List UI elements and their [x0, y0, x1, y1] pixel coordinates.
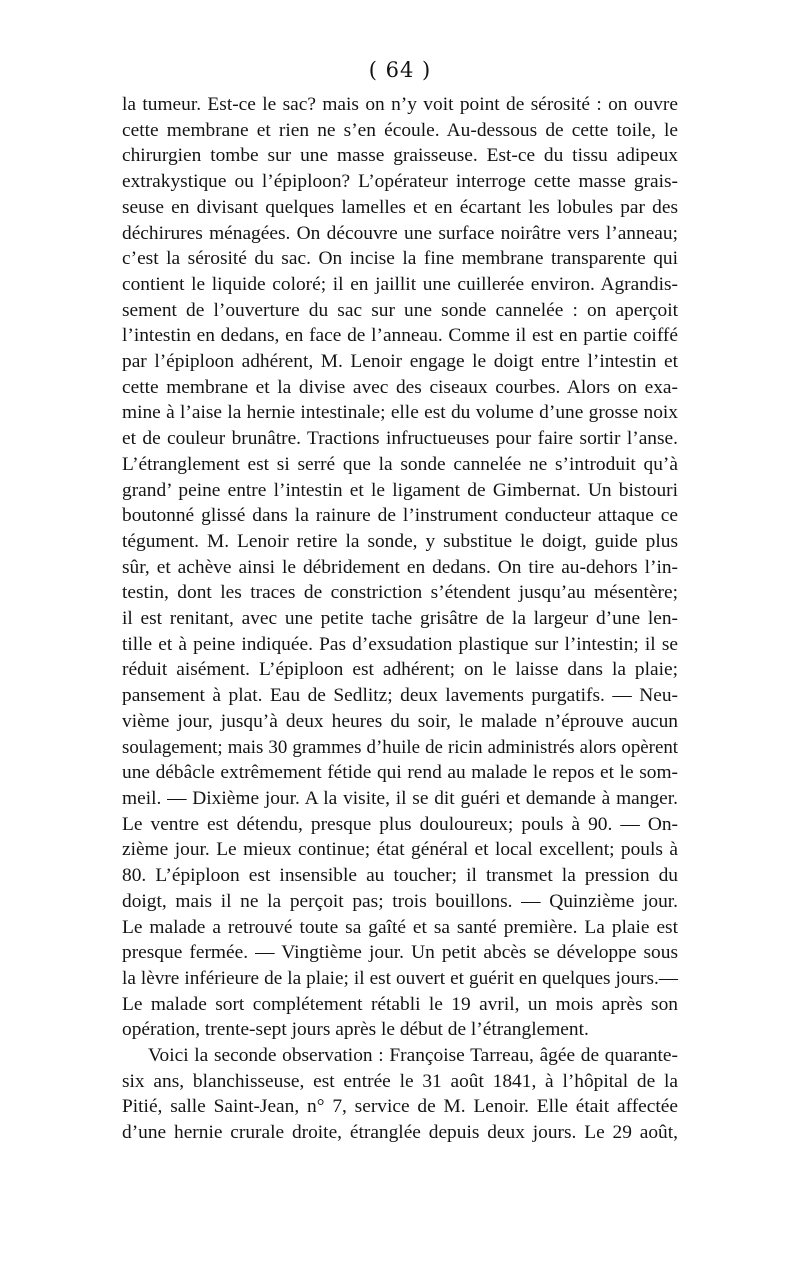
page-number: ( 64 ) — [368, 58, 432, 82]
text-line: c’est la sérosité du sac. On incise la fine membrane transparente qui — [122, 248, 678, 270]
text-line: contient le liquide coloré; il en jaillit une cuillerée environ. Agrandis- — [122, 273, 678, 295]
text-line: extrakystique ou l’épiploon? L’opérateur interroge cette masse grais- — [122, 171, 678, 193]
text-line: zième jour. Le mieux continue; état général et local excellent; pouls à — [122, 839, 678, 861]
text-line: et de couleur brunâtre. Tractions infructueuses pour faire sortir l’anse. — [122, 428, 678, 450]
text-line: sûr, et achève ainsi le débridement en dedans. On tire au-dehors l’in- — [122, 556, 678, 578]
text-line: il est renitant, avec une petite tache grisâtre de la largeur d’une len- — [122, 608, 678, 630]
text-line: six ans, blanchisseuse, est entrée le 31 août 1841, à l’hôpital de la — [122, 1070, 678, 1092]
text-line: Le malade sort complétement rétabli le 19 avril, un mois après son — [122, 993, 678, 1015]
text-line: d’une hernie crurale droite, étranglée depuis deux jours. Le 29 août, — [122, 1122, 678, 1144]
text-line: grand’ peine entre l’intestin et le ligament de Gimbernat. Un bistouri — [122, 479, 678, 501]
text-line: chirurgien tombe sur une masse graisseuse. Est-ce du tissu adipeux — [122, 145, 678, 167]
text-line: boutonné glissé dans la rainure de l’instrument conducteur attaque ce — [122, 505, 678, 527]
text-line: déchirures ménagées. On découvre une surface noirâtre vers l’anneau; — [122, 222, 678, 244]
text-line: cette membrane et la divise avec des ciseaux courbes. Alors on exa- — [122, 376, 678, 398]
text-line: meil. — Dixième jour. A la visite, il se dit guéri et demande à manger. — [122, 787, 678, 809]
text-line: Pitié, salle Saint-Jean, n° 7, service de M. Lenoir. Elle était affectée — [122, 1096, 678, 1118]
text-line: soulagement; mais 30 grammes d’huile de ricin administrés alors opèrent — [122, 736, 678, 758]
text-line: l’intestin en dedans, en face de l’anneau. Comme il est en partie coiffé — [122, 325, 678, 347]
text-line: Voici la seconde observation : Françoise Tarreau, âgée de quarante- — [148, 1045, 678, 1067]
text-line: tille et à peine indiquée. Pas d’exsudation plastique sur l’intestin; il se — [122, 633, 678, 655]
text-line: cette membrane et rien ne s’en écoule. Au-dessous de cette toile, le — [122, 119, 678, 141]
text-line: réduit aisément. L’épiploon est adhérent; on le laisse dans la plaie; — [122, 659, 678, 681]
text-line: 80. L’épiploon est insensible au toucher; il transmet la pression du — [122, 865, 678, 887]
text-line: pansement à plat. Eau de Sedlitz; deux lavements purgatifs. — Neu- — [122, 685, 678, 707]
text-line: sement de l’ouverture du sac sur une sonde cannelée : on aperçoit — [122, 299, 678, 321]
text-line: vième jour, jusqu’à deux heures du soir, le malade n’éprouve aucun — [122, 710, 678, 732]
text-line: la tumeur. Est-ce le sac? mais on n’y voit point de sérosité : on ouvre — [122, 94, 678, 115]
text-line: la lèvre inférieure de la plaie; il est ouvert et guérit en quelques jours.— — [122, 967, 678, 989]
text-line: opération, trente-sept jours après le début de l’étranglement. — [122, 1019, 589, 1041]
text-line: Le malade a retrouvé toute sa gaîté et sa santé première. La plaie est — [122, 916, 678, 938]
body-text — [122, 92, 678, 1146]
text-line: testin, dont les traces de constriction s’étendent jusqu’au mésentère; — [122, 582, 678, 604]
text-line: doigt, mais il ne la perçoit pas; trois bouillons. — Quinzième jour. — [122, 890, 678, 912]
text-line: par l’épiploon adhérent, M. Lenoir engage le doigt entre l’intestin et — [122, 351, 678, 373]
text-line: L’étranglement est si serré que la sonde cannelée ne s’introduit qu’à — [122, 453, 678, 475]
text-line: une débâcle extrêmement fétide qui rend au malade le repos et le som- — [122, 762, 678, 784]
text-line: mine à l’aise la hernie intestinale; elle est du volume d’une grosse noix — [122, 402, 678, 424]
text-line: Le ventre est détendu, presque plus douloureux; pouls à 90. — On- — [122, 813, 678, 835]
text-line: seuse en divisant quelques lamelles et en écartant les lobules par des — [122, 196, 678, 218]
text-line: presque fermée. — Vingtième jour. Un petit abcès se développe sous — [122, 942, 678, 964]
text-line: tégument. M. Lenoir retire la sonde, y substitue le doigt, guide plus — [122, 530, 678, 552]
